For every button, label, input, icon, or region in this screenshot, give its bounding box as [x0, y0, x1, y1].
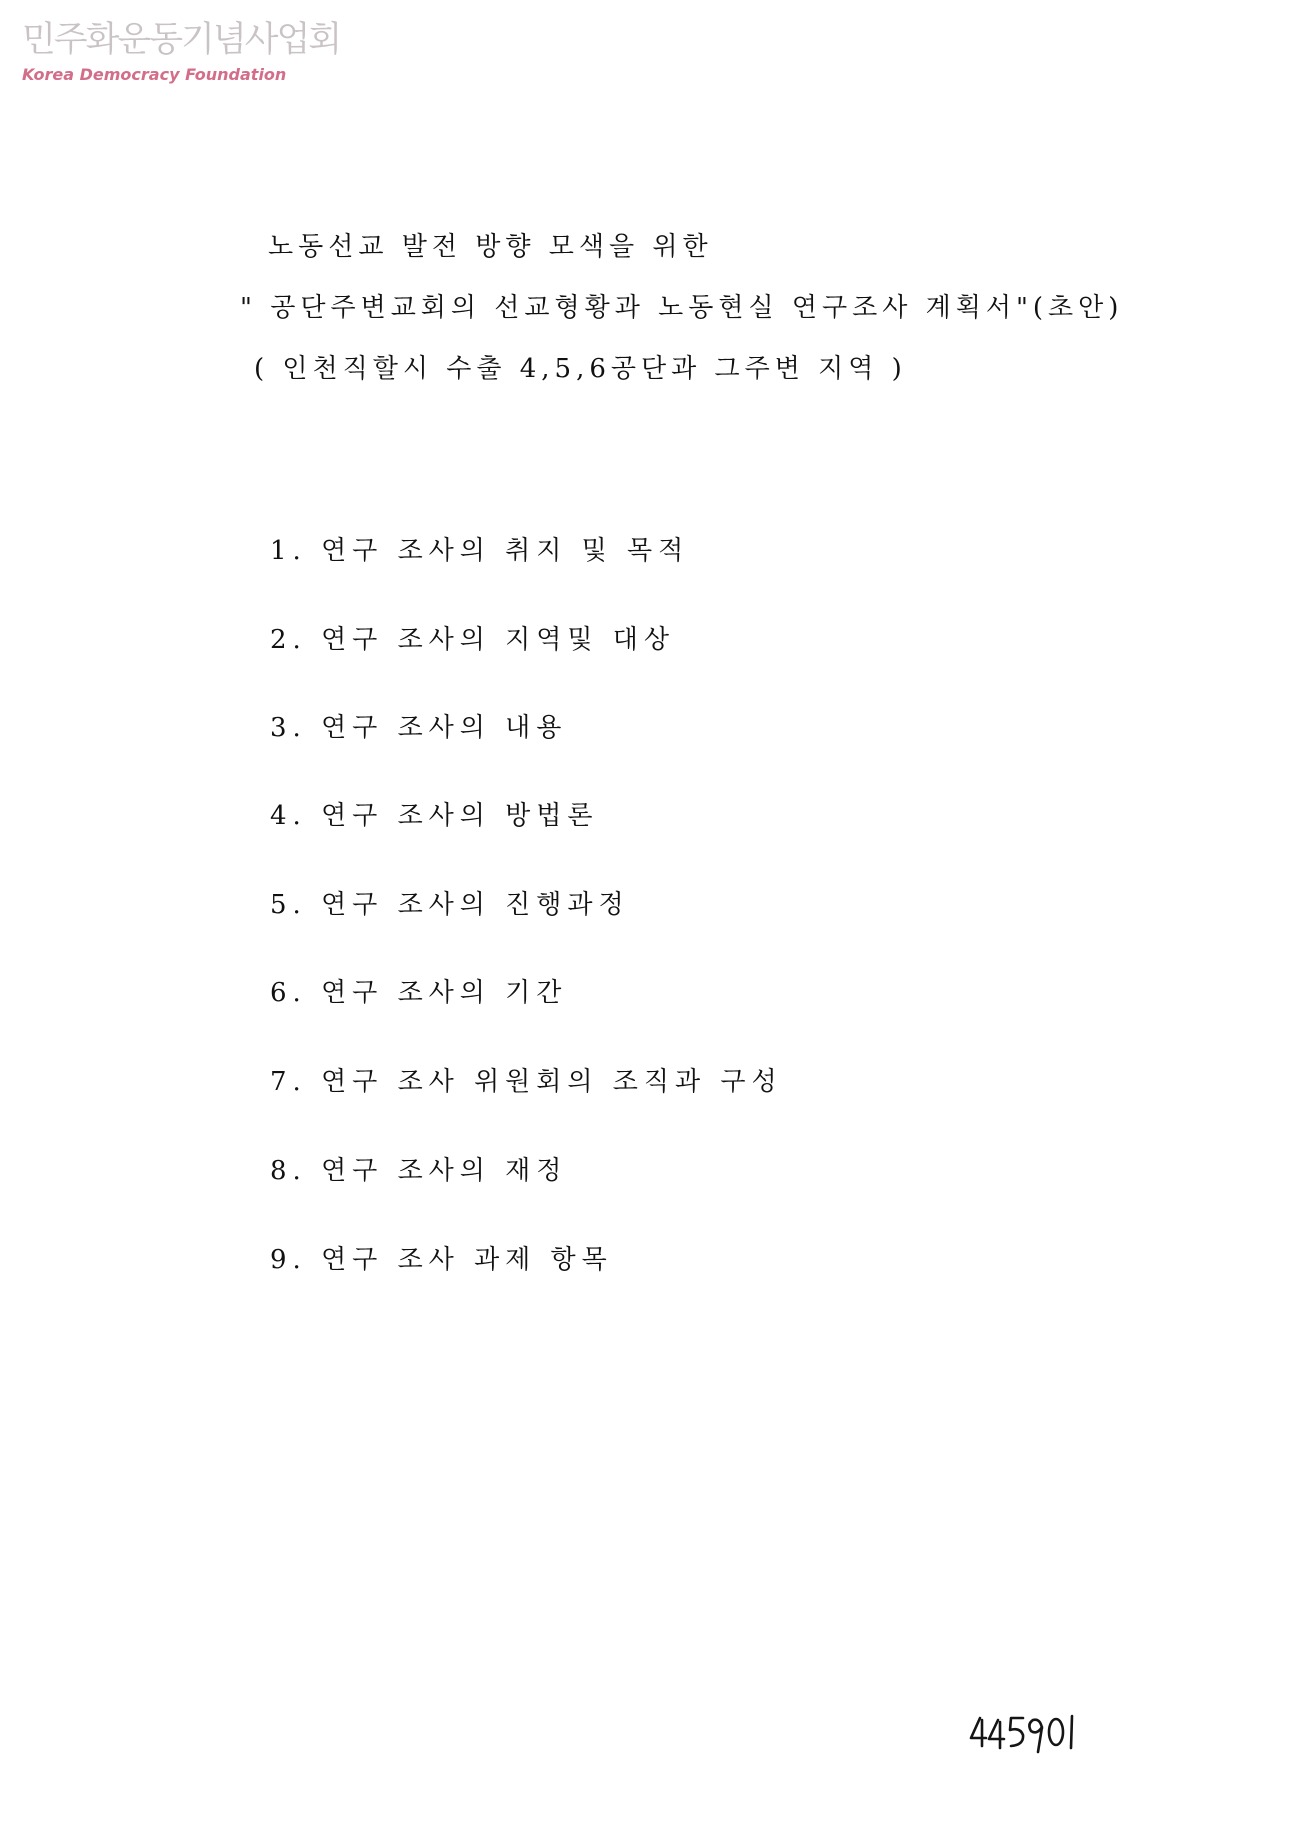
- toc-item-7: 7. 연구 조사 위원회의 조직과 구성: [270, 1067, 783, 1097]
- watermark-english-text: Korea Democracy Foundation: [22, 65, 287, 84]
- title-line-2: " 공단주변교회의 선교형황과 노동현실 연구조사 계획서"(초안): [240, 293, 1124, 323]
- toc-item-4: 4. 연구 조사의 방법론: [270, 801, 599, 831]
- toc-item-1: 1. 연구 조사의 취지 및 목적: [270, 536, 690, 566]
- toc-item-3: 3. 연구 조사의 내용: [270, 713, 568, 743]
- watermark-logo: [22, 18, 340, 86]
- title-line-1: 노동선교 발전 방향 모색을 위한: [268, 232, 713, 262]
- toc-item-9: 9. 연구 조사 과제 항목: [270, 1245, 613, 1275]
- toc-item-2: 2. 연구 조사의 지역및 대상: [270, 625, 676, 655]
- toc-item-5: 5. 연구 조사의 진행과정: [270, 890, 630, 920]
- toc-item-8: 8. 연구 조사의 재정: [270, 1156, 568, 1186]
- toc-item-6: 6. 연구 조사의 기간: [270, 978, 568, 1008]
- watermark-korean-text: 민주화운동기념사업회: [22, 20, 341, 60]
- title-line-3: ( 인천직할시 수출 4,5,6공단과 그주변 지역 ): [254, 354, 907, 384]
- handwritten-document-number: [968, 1708, 1088, 1758]
